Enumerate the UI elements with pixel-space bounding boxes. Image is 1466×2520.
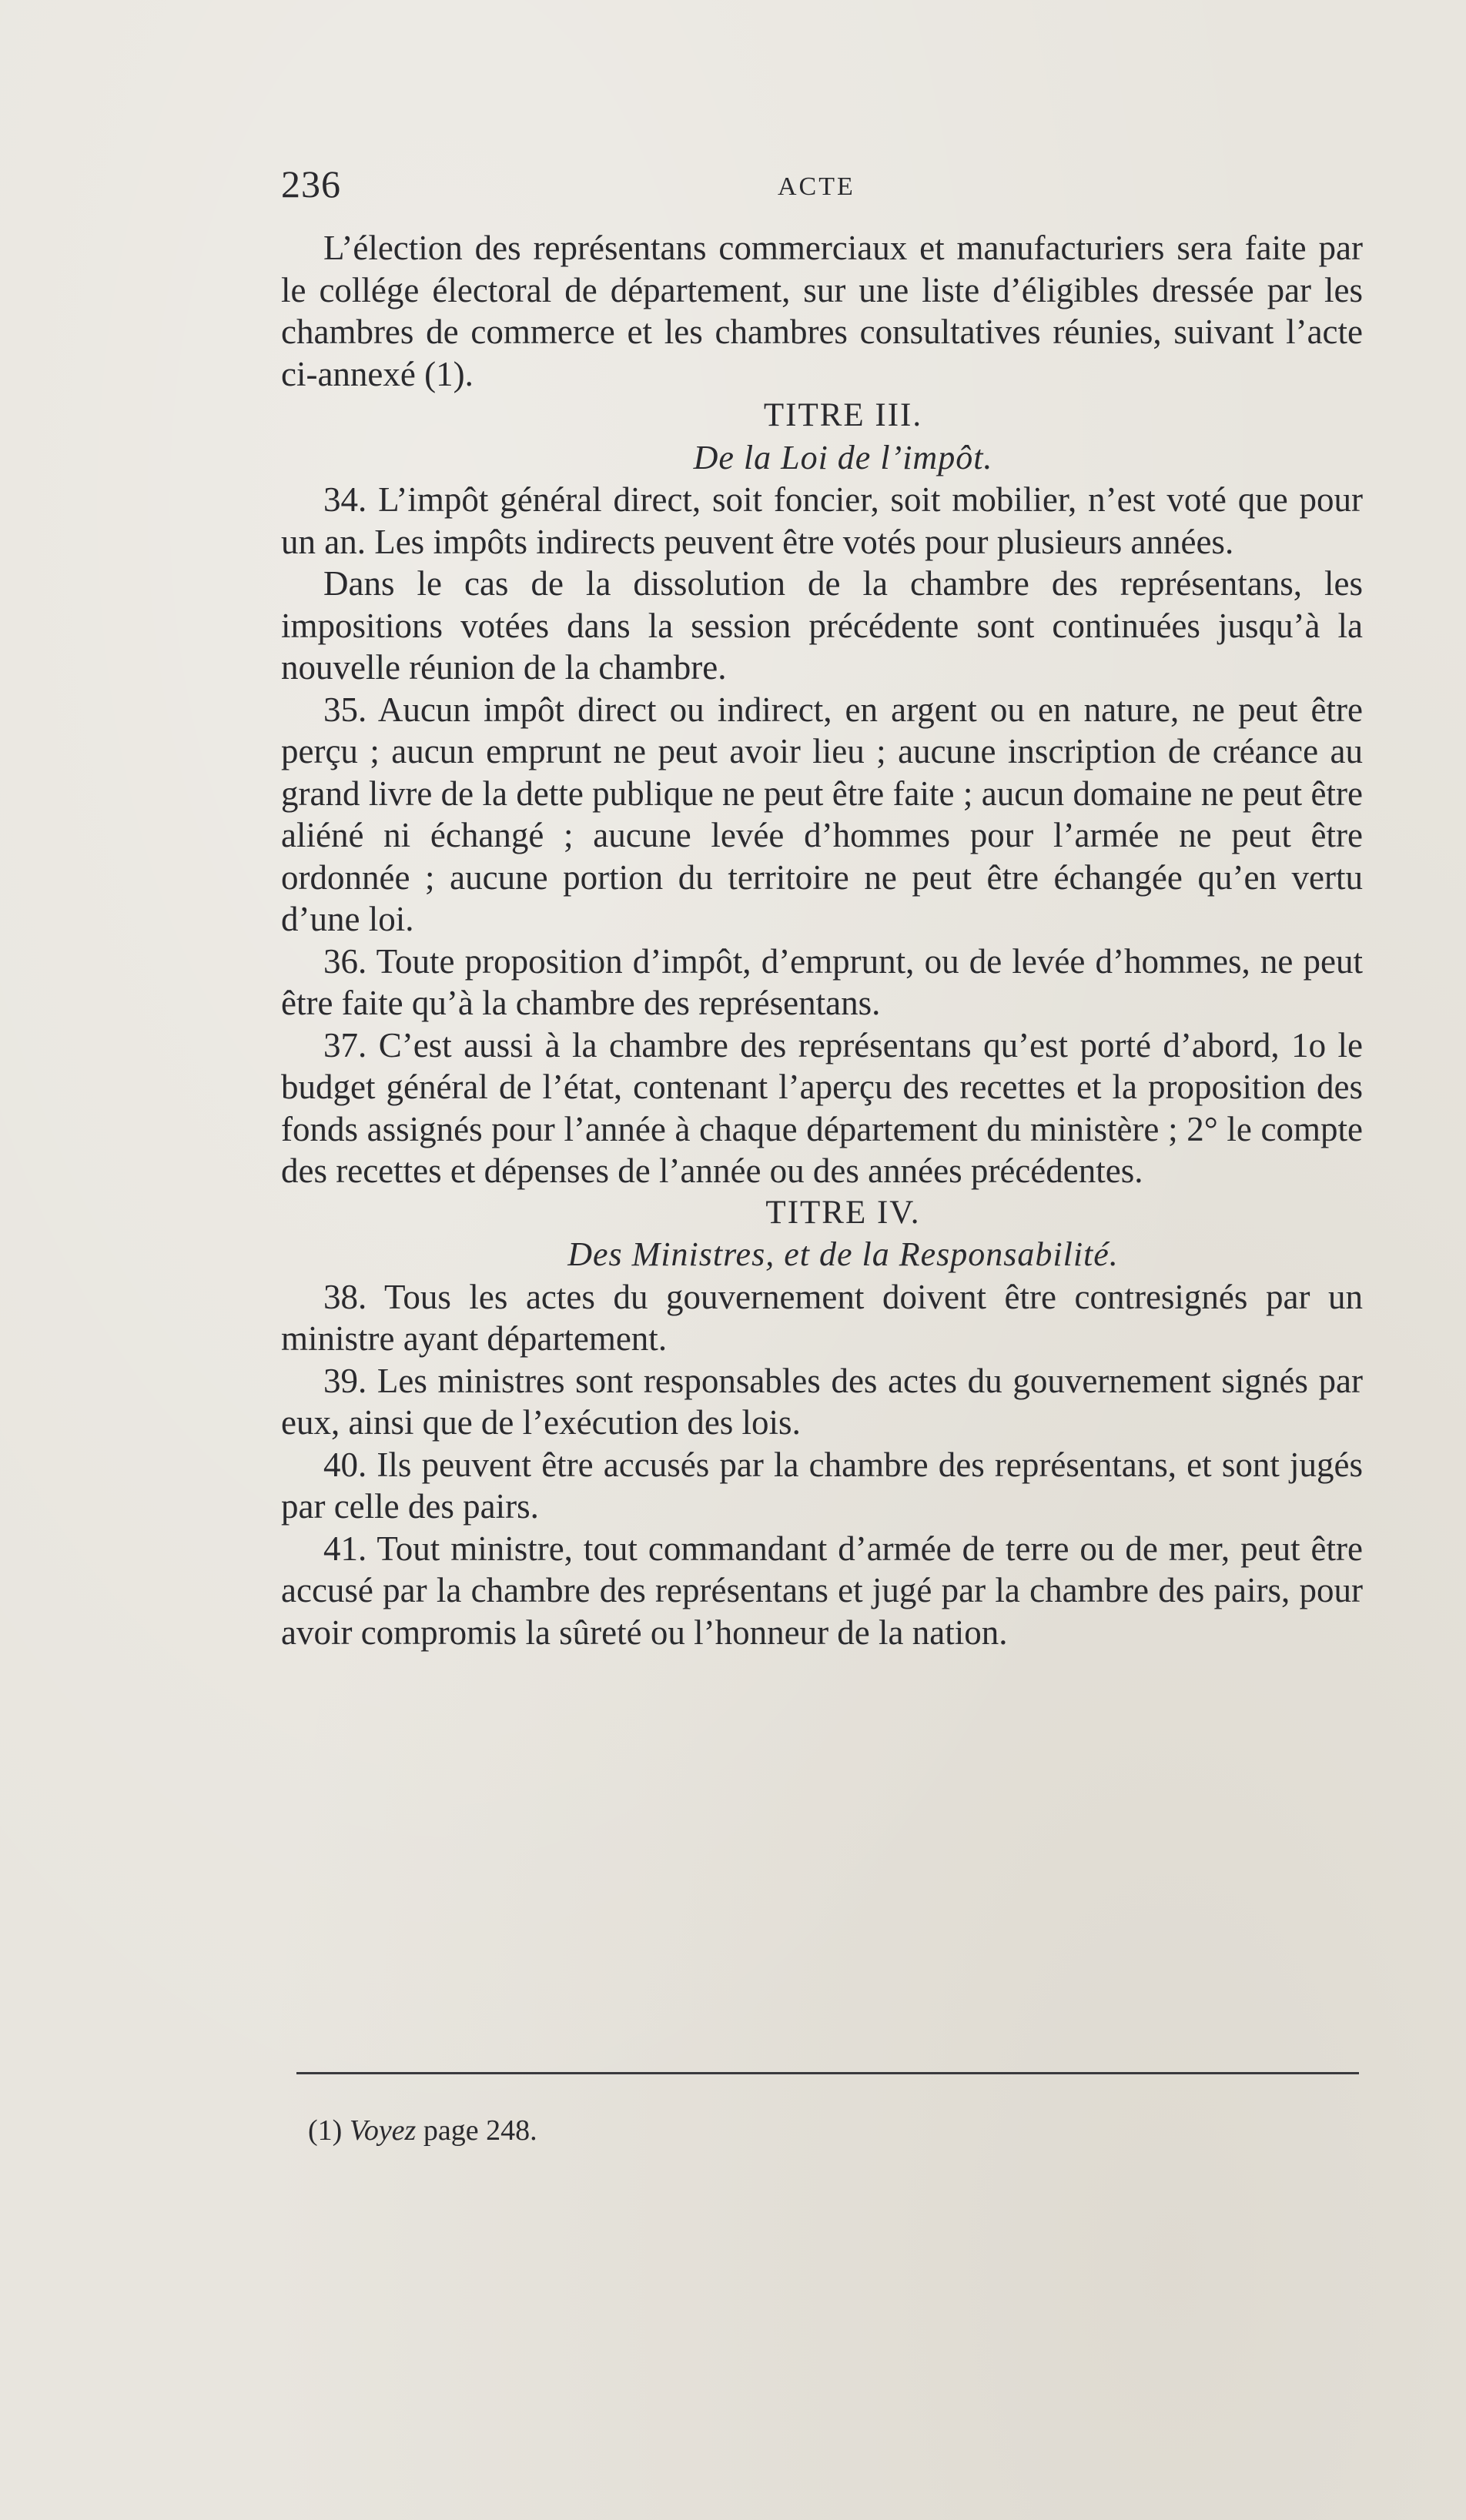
article-40: 40. Ils peuvent être accusés par la chambre des représentans, et sont jugés par celle des pairs. [281,1445,1363,1526]
page-number: 236 [281,162,341,206]
article-34-continued: Dans le cas de la dissolution de la chambre des représentans, les impositions votées dans la session précédente sont continuées jusqu’à la nouvelle réunion de la chambre. [281,564,1363,687]
article-38: 38. Tous les actes du gouvernement doivent être contresignés par un ministre ayant département. [281,1277,1363,1358]
article-39: 39. Les ministres sont responsables des actes du gouvernement signés par eux, ainsi que de l’exécution des lois. [281,1361,1363,1442]
running-head: ACTE [778,172,855,201]
footnote [308,2113,537,2148]
article-41: 41. Tout ministre, tout commandant d’armée de terre ou de mer, peut être accusé par la chambre des représentans et jugé par la chambre des pairs, pour avoir compromis la sûreté ou l’honneur de la nation. [281,1529,1363,1652]
footnote-rule [296,2072,1359,2074]
article-35: 35. Aucun impôt direct ou indirect, en argent ou en nature, ne peut être perçu ; aucun emprunt ne peut avoir lieu ; aucune inscription de créance au grand livre de la dette publique ne peut être faite ; aucun domaine ne peut être aliéné ni échangé ; aucune levée d’hommes pour l’armée ne peut être ordonnée ; aucune portion du territoire ne peut être échangée qu’en vertu d’une loi. [281,690,1363,938]
titre-3-subtitle: De la Loi de l’impôt. [693,438,993,476]
article-36: 36. Toute proposition d’impôt, d’emprunt, ou de levée d’hommes, ne peut être faite qu’à la chambre des représentans. [281,941,1363,1022]
titre-4-heading: TITRE IV. [765,1194,921,1231]
footnote-italic: Voyez [349,2114,417,2147]
page-body [281,227,1363,1653]
article-34: 34. L’impôt général direct, soit foncier, soit mobilier, n’est voté que pour un an. Les impôts indirects peuvent être votés pour plusieurs années. [281,480,1363,561]
titre-3-heading: TITRE III. [763,397,923,433]
intro-paragraph: L’élection des représentans commerciaux et manufacturiers sera faite par le collége électoral de département, sur une liste d’éligibles dressée par les chambres de commerce et les chambres consultatives réunies, suivant l’acte ci-annexé (1). [281,229,1363,393]
footnote-text: page 248. [423,2114,537,2147]
article-37: 37. C’est aussi à la chambre des représentans qu’est porté d’abord, 1o le budget général de l’état, contenant l’aperçu des recettes et la proposition des fonds assignés pour l’année à chaque département du ministère ; 2° le compte des recettes et dépenses de l’année ou des années précédentes. [281,1025,1363,1190]
footnote-marker: (1) [308,2114,343,2147]
page-header [281,162,1359,223]
titre-4-subtitle: Des Ministres, et de la Responsabilité. [567,1235,1119,1273]
